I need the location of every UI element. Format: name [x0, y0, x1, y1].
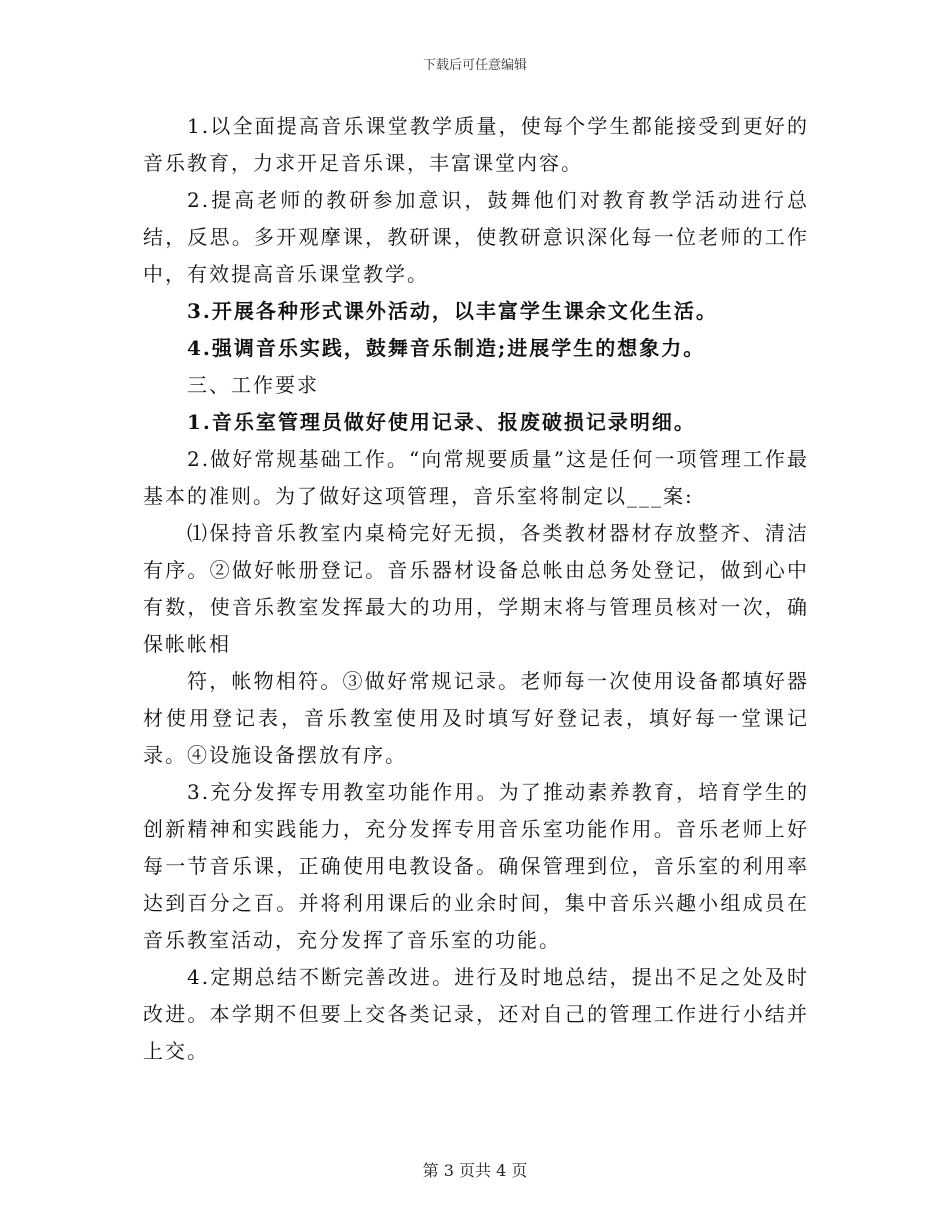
- paragraph-requirement-2-detail-a: ⑴保持音乐教室内桌椅完好无损，各类教材器材存放整齐、清洁有序。②做好帐册登记。音乐器材设备总帐由总务处登记，做到心中有数，使音乐教室发挥最大的功用，学期末将与管理员核对一次，确保帐帐相: [143, 521, 809, 656]
- paragraph-requirement-3: 3.充分发挥专用教室功能作用。为了推动素养教育，培育学生的创新精神和实践能力，充分发挥专用音乐室功能作用。音乐老师上好每一节音乐课，正确使用电教设备。确保管理到位，音乐室的利用率达到百分之百。并将利用课后的业余时间，集中音乐兴趣小组成员在音乐教室活动，充分发挥了音乐室的功能。: [143, 780, 809, 952]
- paragraph-goal-1: 1.以全面提高音乐课堂教学质量，使每个学生都能接受到更好的音乐教育，力求开足音乐课，丰富课堂内容。: [143, 114, 809, 175]
- paragraph-requirement-2: 2.做好常规基础工作。“向常规要质量”这是任何一项管理工作最基本的准则。为了做好这项管理，音乐室将制定以___案:: [143, 447, 809, 508]
- page-header: 下载后可任意编辑: [422, 58, 527, 73]
- document-body: [143, 108, 809, 1070]
- section-heading-work-requirements: 三、工作要求: [187, 373, 319, 397]
- paragraph-goal-4: 4.强调音乐实践，鼓舞音乐制造;进展学生的想象力。: [187, 336, 706, 360]
- page-footer: 第 3 页共 4 页: [422, 1161, 528, 1180]
- paragraph-goal-3: 3.开展各种形式课外活动，以丰富学生课余文化生活。: [187, 299, 718, 323]
- paragraph-goal-2: 2.提高老师的教研参加意识，鼓舞他们对教育教学活动进行总结，反思。多开观摩课，教研课，使教研意识深化每一位老师的工作中，有效提高音乐课堂教学。: [143, 188, 809, 286]
- paragraph-requirement-2-detail-b: 符，帐物相符。③做好常规记录。老师每一次使用设备都填好器材使用登记表，音乐教室使用及时填写好登记表，填好每一堂课记录。④设施设备摆放有序。: [143, 669, 809, 767]
- paragraph-requirement-1: 1.音乐室管理员做好使用记录、报废破损记录明细。: [187, 410, 696, 434]
- paragraph-requirement-4: 4.定期总结不断完善改进。进行及时地总结，提出不足之处及时改进。本学期不但要上交各类记录，还对自己的管理工作进行小结并上交。: [143, 965, 809, 1063]
